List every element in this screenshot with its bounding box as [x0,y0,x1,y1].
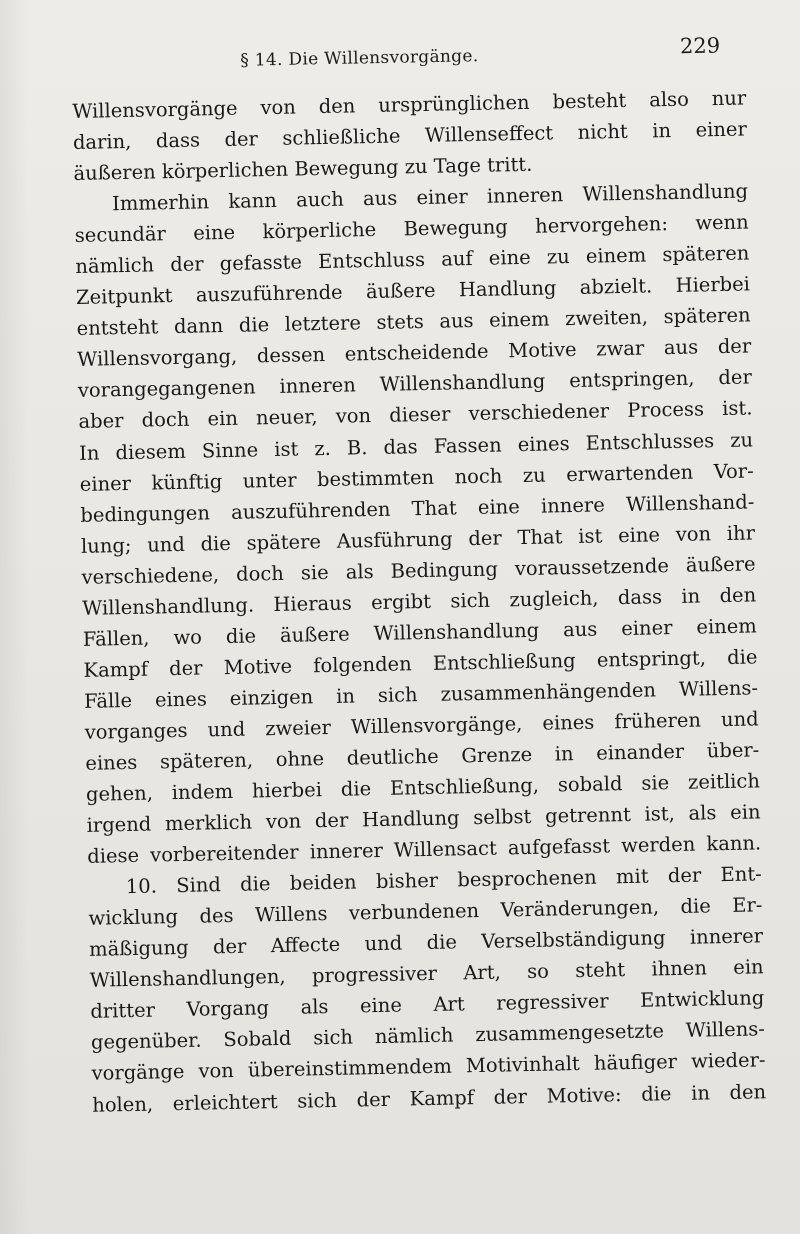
text-line: diese vorbereitender innerer Willensact aufgefasst werden kann. [87,831,762,868]
text-line: darin, dass der schließliche Willenseffect nicht in einer [72,117,748,155]
text-line: aber doch ein neuer, von dieser verschiedener Process ist. [78,396,753,434]
text-line: Willensvorgang, dessen entscheidende Motive zwar aus der [77,334,752,372]
page-header [70,34,721,86]
text-line: Kampf der Motive folgenden Entschließung entspringt, die [83,645,758,682]
text-line: Immerhin kann auch aus einer inneren Willenshandlung [111,179,749,216]
text-line: einer künftig unter bestimmten noch zu erwartenden Vor- [79,458,754,496]
text-line: In diesem Sinne ist z. B. das Fassen eines Entschlusses zu [78,427,754,465]
text-line: lung; und die spätere Ausführung der That ist eine von ihr [80,521,756,558]
text-line: irgend merklich von der Handlung selbst getrennt ist, als ein [86,800,761,837]
text-line: Willensvorgänge von den ursprünglichen besteht also nur [72,86,747,123]
text-line: bedingungen auszuführenden That eine innere Willenshand- [80,490,755,527]
text-line: eines späteren, ohne deutliche Grenze in einander über- [85,738,760,775]
text-line: mäßigung der Affecte und die Verselbständigung innerer [88,924,764,962]
text-line: vorgänge von übereinstimmendem Motivinhalt häufiger wieder- [91,1048,766,1086]
text-line: 10. Sind die beiden bisher besprochenen mit der Ent- [125,862,762,899]
text-line: gehen, indem hierbei die Entschließung, sobald sie zeitlich [85,769,761,806]
text-line: secundär eine körperliche Bewegung hervorgehen: wenn [74,210,749,248]
text-line: wicklung des Willens verbundenen Veränderungen, die Er- [88,893,763,931]
text-line: vorangegangenen inneren Willenshandlung entspringen, der [77,365,753,403]
text-line: entsteht dann die letztere stets aus einem zweiten, späteren [76,303,751,341]
text-line: dritter Vorgang als eine Art regressiver Entwicklung [90,986,765,1024]
text-line: Willenshandlungen, progressiver Art, so steht ihnen ein [89,955,764,993]
page-gutter-shadow [0,0,30,1234]
text-line: Willenshandlung. Hieraus ergibt sich zugleich, dass in den [82,583,757,620]
text-line: holen, erleichtert sich der Kampf der Motive: die in den [92,1079,767,1117]
body-text [72,82,766,1120]
text-line: äußeren körperlichen Bewegung zu Tage tritt. [73,152,533,186]
text-line: gegenüber. Sobald sich nämlich zusammengesetzte Willens- [90,1017,766,1055]
text-line: Zeitpunkt auszuführende äußere Handlung abzielt. Hierbei [75,272,751,310]
text-line: vorganges und zweier Willensvorgänge, eines früheren und [84,707,759,744]
running-head: § 14. Die Willensvorgänge. [240,46,479,71]
text-line: Fällen, wo die äußere Willenshandlung aus einer einem [82,614,757,651]
text-line: nämlich der gefasste Entschluss auf eine zu einem späteren [75,241,750,279]
text-line: verschiedene, doch sie als Bedingung voraussetzende äußere [81,552,756,589]
page-number: 229 [679,33,721,59]
text-line: Fälle eines einzigen in sich zusammenhängenden Willens- [83,676,759,713]
